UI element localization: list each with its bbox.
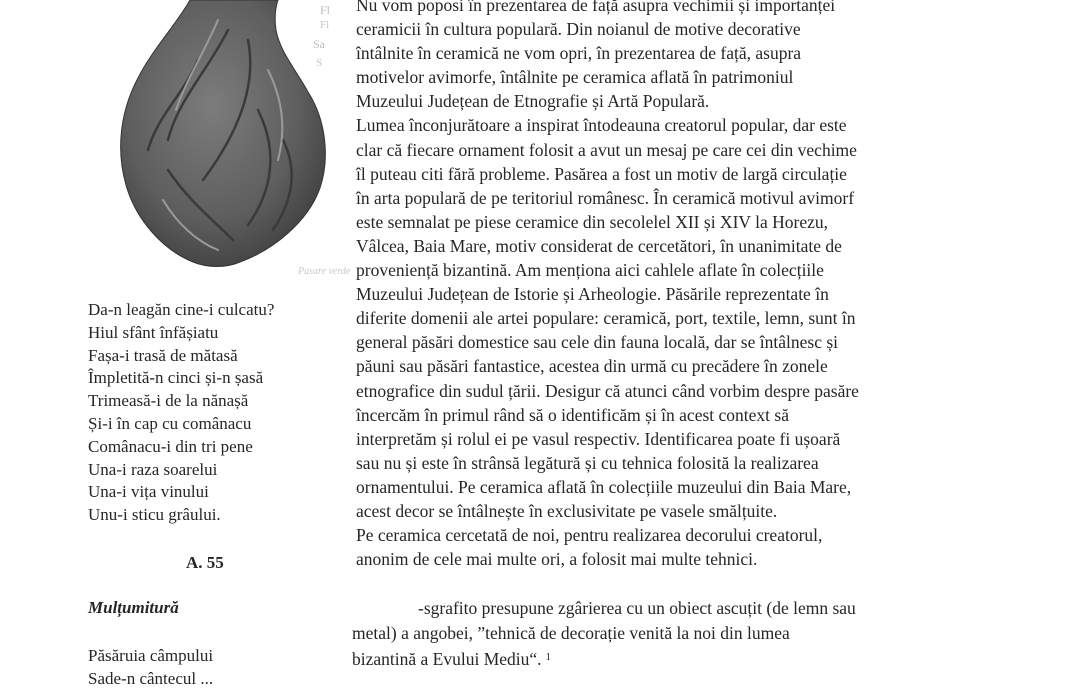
body-line: Vâlcea, Baia Mare, motiv considerat de cercetători, în unanimitate de: [356, 235, 842, 256]
poem-title: Mulțumitură: [88, 598, 179, 617]
body-line: sau nu și este în strânsă legătură și cu tehnica folosită la realizarea: [356, 452, 819, 473]
watermark-text: Fl: [320, 3, 331, 17]
poem-line: Una-i raza soarelui: [88, 459, 218, 479]
poem-line: Împletită-n cinci și-n șasă: [88, 368, 264, 388]
body-line: Muzeului Județean de Etnografie și Artă Populară.: [356, 91, 710, 112]
watermark-text: Fl: [320, 19, 330, 31]
watermark-text: S: [316, 57, 323, 69]
body-line: diferite domenii ale artei populare: ceramică, port, textile, lemn, sunt în: [356, 308, 856, 329]
poem-line: Comânacu-i din tri pene: [88, 436, 253, 456]
body-line: general păsări domestice sau cele din fauna locală, dar se întâlnesc și: [356, 332, 839, 353]
poem-line: Fașa-i trasă de mătasă: [88, 345, 238, 365]
poem-line: Și-i în cap cu comânacu: [88, 413, 252, 433]
body-line: încercăm în primul rând să o identificăm și în acest context să: [356, 404, 789, 425]
sgrafito-paragraph: [352, 596, 992, 672]
body-line: este semnalat pe piese ceramice din secolelel XII și XIV la Horezu,: [356, 211, 828, 232]
body-line: ceramicii în cultura populară. Din noianul de motive decorative: [356, 19, 801, 40]
body-line: anonim de cele mai multe ori, a folosit mai multe tehnici.: [356, 549, 758, 570]
body-line: Nu vom poposi în prezentarea de față asupra vechimii și importanței: [356, 0, 836, 15]
body-line: [352, 645, 992, 672]
body-line-text: bizantină a Evului Mediu“.: [352, 649, 542, 669]
poem-line: Păsăruia câmpului: [88, 646, 214, 665]
poem-line: Hiul sfânt înfășiatu: [88, 322, 219, 342]
body-line: clar că fiecare ornament folosit a avut un mesaj pe care cei din vechime: [356, 139, 857, 160]
body-line: acest decor se întâlnește în exclusivitate pe vasele smălțuite.: [356, 500, 778, 521]
body-line: proveniență bizantină. Am menționa aici cahlele aflate în colecțiile: [356, 260, 824, 281]
footnote-marker: 1: [545, 651, 552, 663]
poem-code: A. 55: [186, 553, 224, 572]
body-line: etnografice din sudul țării. Desigur că atunci când vorbim despre pasăre: [356, 380, 859, 401]
body-text: [356, 0, 996, 571]
body-line: întâlnite în ceramică ne vom opri, în prezentarea de față, asupra: [356, 43, 802, 64]
body-line: metal) a angobei, ”tehnică de decorație venită la noi din lumea: [352, 622, 790, 643]
body-line: Pe ceramica cercetată de noi, pentru realizarea decorului creatorul,: [356, 525, 823, 546]
watermark-text: Sa: [313, 37, 325, 51]
poem-block: [88, 299, 338, 527]
photo-caption: Pasare verde: [298, 266, 351, 277]
ceramic-bird-photo: [108, 0, 351, 282]
body-line: Muzeului Județean de Istorie și Arheologie. Păsările reprezentate în: [356, 284, 829, 305]
body-line: în arta populară de pe teritoriul românesc. În ceramică motivul avimorf: [356, 187, 855, 208]
body-line: îl puteau citi fără probleme. Pasărea a fost un motiv de largă circulație: [356, 163, 847, 184]
body-line: păuni sau păsări fantastice, acestea din urmă cu precădere în zonele: [356, 356, 828, 377]
body-line: -sgrafito presupune zgârierea cu un obiect ascuțit (de lemn sau: [418, 598, 856, 618]
body-line: ornamentului. Pe ceramica aflată în colecțiile muzeului din Baia Mare,: [356, 476, 852, 497]
poem-line: Una-i vița vinului: [88, 482, 209, 502]
poem-line: Da-n leagăn cine-i culcatu?: [88, 300, 275, 319]
body-line: interpretăm și rolul ei pe vasul respectiv. Identificarea poate fi ușoară: [356, 428, 841, 449]
poem-line: Sade-n cântecul ...: [88, 668, 214, 688]
body-line: Lumea înconjurătoare a inspirat întodeauna creatorul popular, dar este: [356, 115, 847, 136]
poem-line: Unu-i sticu grâului.: [88, 505, 221, 525]
body-line: motivelor avimorfe, întâlnite pe ceramica aflată în patrimoniul: [356, 67, 794, 88]
poem-line: Trimeasă-i de la nănașă: [88, 391, 249, 411]
second-poem: [88, 645, 338, 691]
